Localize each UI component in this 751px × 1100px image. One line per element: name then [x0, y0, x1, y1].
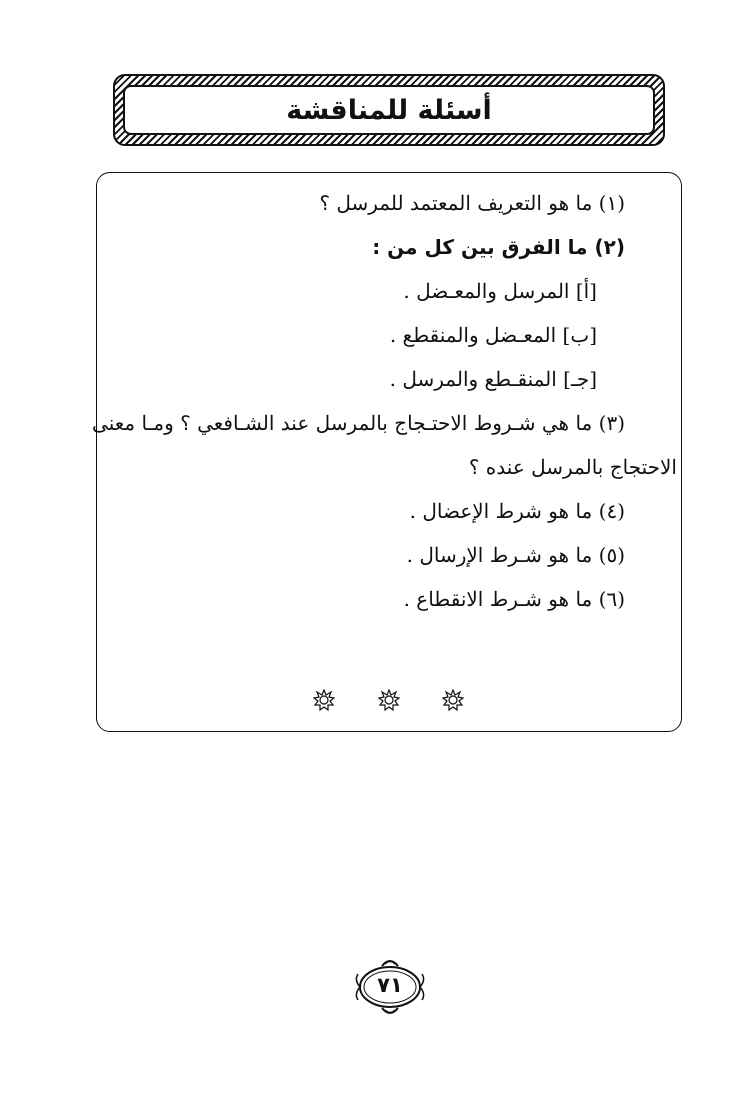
question-4: (٤) ما هو شرط الإعضال . [409, 499, 625, 523]
title-inner-box [123, 85, 655, 135]
ornament-star-icon [313, 689, 335, 711]
question-5: (٥) ما هو شـرط الإرسال . [406, 543, 625, 567]
page-number: ٧١ [377, 973, 403, 997]
question-2b: [ب] المعـضل والمنقطع . [389, 323, 597, 347]
question-3-line-1: (٣) ما هي شـروط الاحتـجاج بالمرسل عند الشـافعي ؟ ومـا معنى [92, 411, 625, 435]
question-2a: [أ] المرسل والمعـضل . [403, 279, 597, 303]
ornament-star-icon [378, 689, 400, 711]
questions-box [92, 172, 682, 732]
page-title: أسئلة للمناقشة [286, 94, 492, 126]
question-6: (٦) ما هو شـرط الانقطاع . [403, 587, 625, 611]
page-number-ornament [352, 956, 428, 1018]
ornament-star-icon [442, 689, 464, 711]
question-1: (١) ما هو التعريف المعتمد للمرسل ؟ [319, 191, 625, 215]
ornament-row [97, 689, 681, 715]
question-2: (٢) ما الفرق بين كل من : [372, 235, 625, 259]
title-frame [113, 74, 665, 146]
question-2c: [جـ] المنقـطع والمرسل . [389, 367, 597, 391]
question-3-line-2: الاحتجاج بالمرسل عنده ؟ [468, 455, 677, 479]
